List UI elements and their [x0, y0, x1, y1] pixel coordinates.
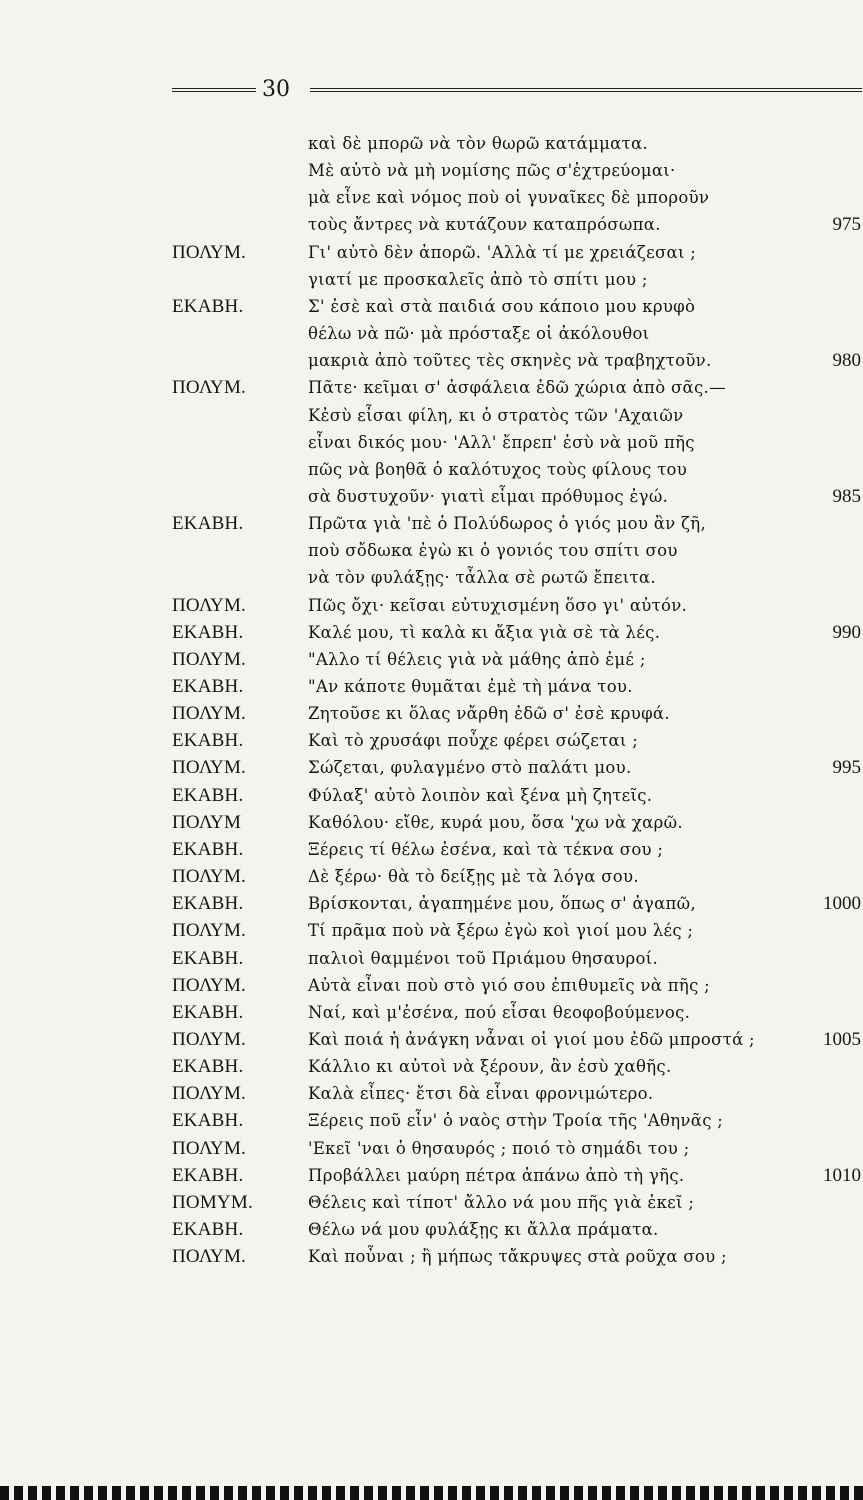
verse-text: Θέλω νά μου φυλάξῃς κι ἄλλα πράματα. [308, 1220, 659, 1239]
verse-line [0, 809, 863, 836]
verse-line [0, 1162, 863, 1189]
verse-text: ποὺ σὄδωκα ἐγὼ κι ὁ γονιός του σπίτι σου [308, 541, 678, 561]
speaker-name: ΠΟΛΥΜ. [172, 594, 246, 616]
line-number: 975 [832, 214, 861, 236]
verse-text: Δὲ ξέρω· θὰ τὸ δείξῃς μὲ τὰ λόγα σου. [308, 867, 639, 887]
verse-text: Πρῶτα γιὰ 'πὲ ὁ Πολύδωρος ὁ γιός μου ἂν ζῆ, [308, 514, 707, 534]
verse-line [0, 700, 863, 727]
verse-text: Βρίσκονται, ἀγαπημένε μου, ὅπως σ' ἀγαπῶ, [308, 894, 696, 914]
verse-text: γιατί με προσκαλεῖς ἀπὸ τὸ σπίτι μου ; [308, 269, 648, 289]
speaker-name: ΠΟΛΥΜ [172, 811, 242, 833]
verse-line [0, 184, 863, 211]
verse-line [0, 836, 863, 863]
verse-text: 'Εκεῖ 'ναι ὁ θησαυρός ; ποιό τὸ σημάδι του ; [308, 1138, 690, 1158]
verse-line [0, 293, 863, 320]
line-number: 995 [832, 757, 861, 779]
verse-line [0, 619, 863, 646]
verse-line [0, 266, 863, 293]
verse-line [0, 1135, 863, 1162]
verse-text: Καλὰ εἶπες· ἔτσι δὰ εἶναι φρονιμώτερο. [308, 1084, 654, 1104]
verse-line [0, 1053, 863, 1080]
speaker-name: ΕΚΑΒΗ. [172, 1001, 244, 1023]
verse-text: Αὐτὰ εἶναι ποὺ στὸ γιό σου ἐπιθυμεῖς νὰ πῆς ; [308, 975, 711, 995]
speaker-name: ΠΟΛΥΜ. [172, 1083, 246, 1105]
speaker-name: ΕΚΑΒΗ. [172, 621, 244, 643]
verse-text: Πᾶτε· κεῖμαι σ' ἀσφάλεια ἐδῶ χώρια ἀπὸ σᾶς.— [308, 378, 726, 398]
speaker-name: ΠΟΛΥΜ. [172, 1137, 246, 1159]
verse-line [0, 1080, 863, 1107]
verse-line [0, 673, 863, 700]
verse-text: μακριὰ ἀπὸ τοῦτες τὲς σκηνὲς νὰ τραβηχτοῦν. [308, 351, 712, 371]
verse-text: Ζητοῦσε κι ὅλας νἄρθη ἐδῶ σ' ἐσὲ κρυφά. [308, 704, 670, 724]
verse-text: σὰ δυστυχοῦν· γιατὶ εἶμαι πρόθυμος ἐγώ. [308, 486, 669, 506]
verse-text: Γι' αὐτὸ δὲν ἀπορῶ. 'Αλλὰ τί με χρειάζεσαι ; [308, 242, 697, 262]
speaker-name: ΕΚΑΒΗ. [172, 513, 244, 535]
verse-line [0, 890, 863, 917]
line-number: 1010 [823, 1164, 861, 1186]
verse-line [0, 239, 863, 266]
line-number: 985 [832, 485, 861, 507]
verse-text: "Αλλο τί θέλεις γιὰ νὰ μάθης ἀπὸ ἐμέ ; [308, 649, 646, 669]
verse-line [0, 157, 863, 184]
scan-bottom-edge [0, 1486, 863, 1500]
verse-text: Καθόλου· εἴθε, κυρά μου, ὅσα 'χω νὰ χαρῶ. [308, 812, 683, 832]
verse-line [0, 782, 863, 809]
verse-line [0, 402, 863, 429]
verse-line [0, 945, 863, 972]
speaker-name: ΠΟΛΥΜ. [172, 1246, 246, 1268]
verse-text: θέλω νὰ πῶ· μὰ πρόσταξε οἱ ἀκόλουθοι [308, 324, 650, 344]
header-rule-left [172, 88, 256, 92]
speaker-name: ΠΟΛΥΜ. [172, 974, 246, 996]
verse-text: Πῶς ὄχι· κεῖσαι εὐτυχισμένη ὅσο γι' αὐτόν. [308, 595, 688, 615]
verse-line [0, 211, 863, 238]
verse-text: Θέλεις καὶ τίποτ' ἄλλο νά μου πῆς γιὰ ἐκεῖ ; [308, 1192, 695, 1212]
speaker-name: ΕΚΑΒΗ. [172, 730, 244, 752]
verse-line [0, 374, 863, 401]
speaker-name: ΕΚΑΒΗ. [172, 1164, 244, 1186]
verse-text: Φύλαξ' αὐτὸ λοιπὸν καὶ ξένα μὴ ζητεῖς. [308, 785, 653, 805]
verse-line [0, 863, 863, 890]
verse-text: Καὶ τὸ χρυσάφι ποὖχε φέρει σώζεται ; [308, 731, 639, 751]
speaker-name: ΠΟΛΥΜ. [172, 241, 246, 263]
verse-text: Κάλλιο κι αὐτοὶ νὰ ξέρουν, ἂν ἐσὺ χαθῆς. [308, 1057, 672, 1077]
speaker-name: ΠΟΛΥΜ. [172, 377, 246, 399]
speaker-name: ΕΚΑΒΗ. [172, 893, 244, 915]
verse-text: νὰ τὸν φυλάξῃς· τἆλλα σὲ ρωτῶ ἔπειτα. [308, 568, 656, 588]
verse-text: Ξέρεις ποῦ εἶν' ὁ ναὸς στὴν Τροία τῆς 'Αθηνᾶς ; [308, 1111, 724, 1131]
verse-line [0, 646, 863, 673]
speaker-name: ΕΚΑΒΗ. [172, 838, 244, 860]
page-number: 30 [262, 77, 290, 102]
verse-text: καὶ δὲ μπορῶ νὰ τὸν θωρῶ κατάμματα. [308, 134, 648, 153]
verse-text: Καλέ μου, τὶ καλὰ κι ἄξια γιὰ σὲ τὰ λές. [308, 622, 661, 642]
verse-line [0, 592, 863, 619]
speaker-name: ΕΚΑΒΗ. [172, 947, 244, 969]
verse-text: Σ' ἐσὲ καὶ στὰ παιδιά σου κάποιο μου κρυφὸ [308, 296, 696, 316]
verse-line [0, 564, 863, 591]
verse-text: Μὲ αὐτὸ νὰ μὴ νομίσης πῶς σ'ἐχτρεύομαι· [308, 161, 676, 181]
verse-line [0, 1243, 863, 1270]
speaker-name: ΠΟΛΥΜ. [172, 757, 246, 779]
verse-text: Σώζεται, φυλαγμένο στὸ παλάτι μου. [308, 758, 632, 778]
line-number: 1005 [823, 1028, 861, 1050]
verse-line [0, 537, 863, 564]
verse-text: πῶς νὰ βοηθᾶ ὁ καλότυχος τοὺς φίλους του [308, 459, 688, 479]
speaker-name: ΠΟΛΥΜ. [172, 866, 246, 888]
verse-text: τοὺς ἄντρες νὰ κυτάζουν καταπρόσωπα. [308, 215, 661, 235]
verse-line [0, 130, 863, 157]
speaker-name: ΕΚΑΒΗ. [172, 1056, 244, 1078]
verse-line [0, 1107, 863, 1134]
verse-text: Καὶ ποιά ἡ ἀνάγκη νἆναι οἱ γιοί μου ἐδῶ μπροστά ; [308, 1029, 755, 1049]
verse-line [0, 1216, 863, 1243]
verse-line [0, 1026, 863, 1053]
verse-line [0, 1189, 863, 1216]
verse-line [0, 347, 863, 374]
verse-text: Προβάλλει μαύρη πέτρα ἀπάνω ἀπὸ τὴ γῆς. [308, 1165, 685, 1185]
speaker-name: ΕΚΑΒΗ. [172, 676, 244, 697]
verse-text: "Αν κάποτε θυμᾶται ἐμὲ τὴ μάνα του. [308, 677, 633, 696]
line-number: 980 [832, 350, 861, 372]
verse-text: Κἐσὺ εἶσαι φίλη, κι ὁ στρατὸς τῶν 'Αχαιῶν [308, 405, 684, 425]
verse-text: Καὶ ποὖναι ; ἢ μήπως τἄκρυψες στὰ ροῦχα σου ; [308, 1247, 727, 1267]
verse-line [0, 972, 863, 999]
verse-line [0, 429, 863, 456]
page-header [0, 76, 863, 106]
speaker-name: ΠΟΜΥΜ. [172, 1191, 253, 1213]
verse-line [0, 727, 863, 754]
verse-line [0, 483, 863, 510]
header-rule-right [310, 88, 862, 92]
speaker-name: ΠΟΛΥΜ. [172, 703, 246, 725]
verse-text: Ναί, καὶ μ'ἐσένα, πού εἶσαι θεοφοβούμενος. [308, 1002, 691, 1022]
verse-line [0, 456, 863, 483]
speaker-name: ΕΚΑΒΗ. [172, 784, 244, 806]
verse-text: Ξέρεις τί θέλω ἐσένα, καὶ τὰ τέκνα σου ; [308, 839, 664, 859]
line-number: 990 [832, 621, 861, 643]
line-number: 1000 [823, 893, 861, 915]
verse-line [0, 320, 863, 347]
verse-text: Τί πρᾶμα ποὺ νὰ ξέρω ἐγὼ κοὶ γιοί μου λές ; [308, 921, 694, 941]
verse-text: εἶναι δικός μου· 'Αλλ' ἔπρεπ' ἐσὺ νὰ μοῦ πῆς [308, 432, 695, 452]
speaker-name: ΠΟΛΥΜ. [172, 920, 246, 942]
speaker-name: ΠΟΛΥΜ. [172, 648, 246, 670]
speaker-name: ΕΚΑΒΗ. [172, 295, 244, 317]
verse-line [0, 510, 863, 537]
verse-line [0, 917, 863, 944]
speaker-name: ΕΚΑΒΗ. [172, 1110, 244, 1132]
speaker-name: ΕΚΑΒΗ. [172, 1219, 244, 1240]
verse-text: παλιοὶ θαμμένοι τοῦ Πριάμου θησαυροί. [308, 948, 658, 968]
speaker-name: ΠΟΛΥΜ. [172, 1028, 246, 1050]
verse-text: μὰ εἶνε καὶ νόμος ποὺ οἱ γυναῖκες δὲ μποροῦν [308, 188, 710, 208]
verse-line [0, 754, 863, 781]
verse-line [0, 999, 863, 1026]
